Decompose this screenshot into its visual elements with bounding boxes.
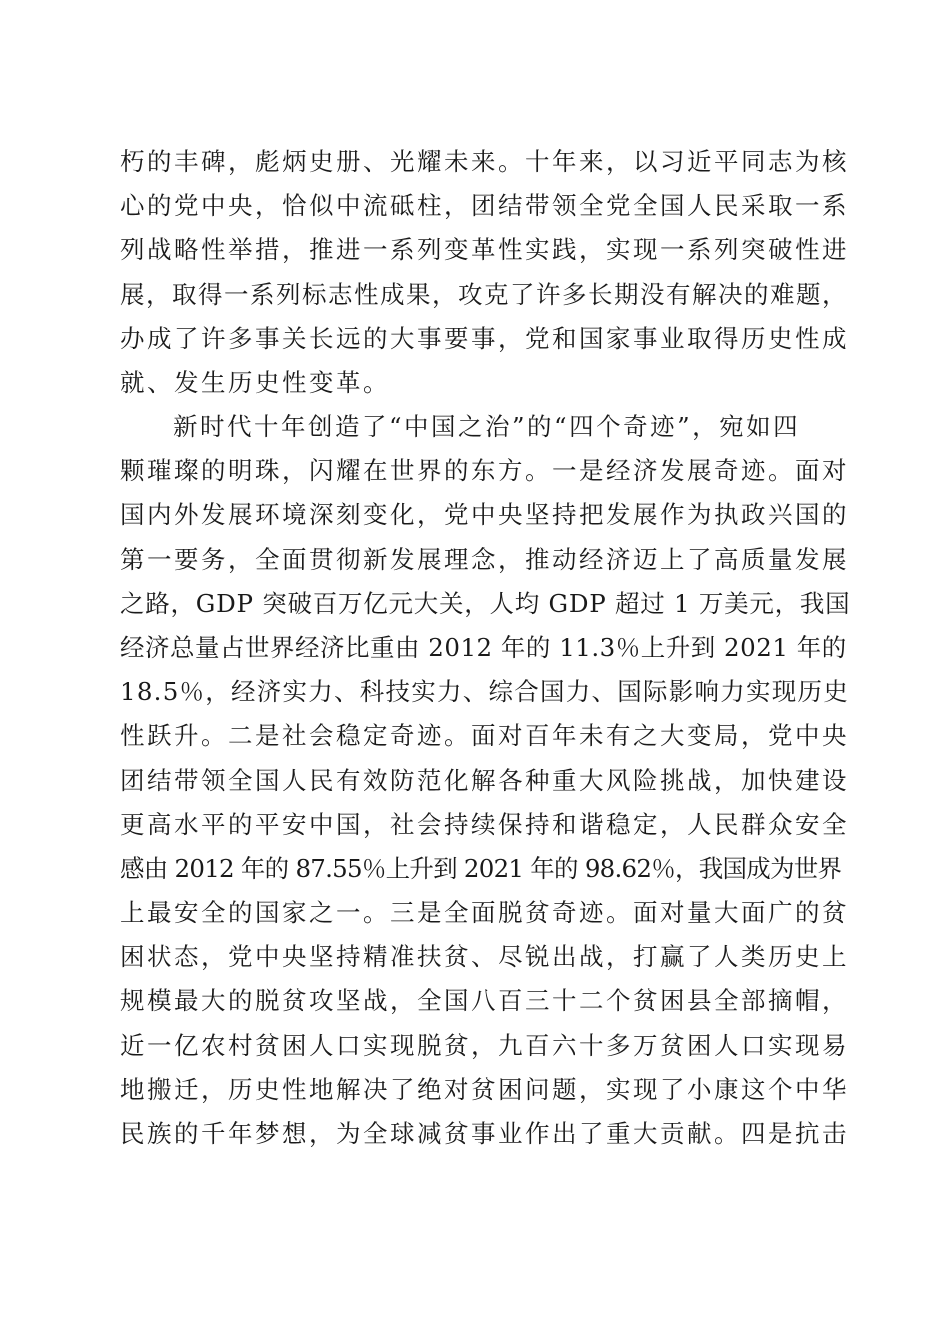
text-line: 之路，GDP 突破百万亿元大关，人均 GDP 超过 1 万美元，我国 — [120, 588, 851, 618]
text-line: 地搬迁，历史性地解决了绝对贫困问题，实现了小康这个中华 — [120, 1074, 849, 1104]
paragraph-1 — [120, 140, 850, 405]
text-line: 上最安全的国家之一。三是全面脱贫奇迹。面对量大面广的贫 — [120, 898, 849, 928]
text-line: 性跃升。二是社会稳定奇迹。面对百年未有之大变局，党中央 — [120, 721, 849, 751]
text-line: 经济总量占世界经济比重由 2012 年的 11.3％上升到 2021 年的 — [120, 632, 847, 662]
paragraph-2 — [120, 405, 850, 1156]
text-line: 18.5％，经济实力、科技实力、综合国力、国际影响力实现历史 — [120, 677, 850, 707]
text-line: 新时代十年创造了“中国之治”的“四个奇迹”，宛如四 — [173, 412, 801, 441]
text-line: 心的党中央，恰似中流砥柱，团结带领全党全国人民采取一系 — [120, 191, 849, 221]
text-line: 朽的丰碑，彪炳史册、光耀未来。十年来，以习近平同志为核 — [120, 147, 849, 176]
text-line: 困状态，党中央坚持精准扶贫、尽锐出战，打赢了人类历史上 — [120, 942, 849, 972]
text-line: 国内外发展环境深刻变化，党中央坚持把发展作为执政兴国的 — [120, 500, 849, 530]
text-line: 就、发生历史性变革。 — [120, 367, 390, 397]
text-line: 团结带领全国人民有效防范化解各种重大风险挑战，加快建设 — [120, 765, 849, 795]
text-line: 近一亿农村贫困人口实现脱贫，九百六十多万贫困人口实现易 — [120, 1030, 849, 1060]
text-line: 感由 2012 年的 87.55％上升到 2021 年的 98.62％，我国成为世界 — [120, 853, 842, 883]
text-line: 规模最大的脱贫攻坚战，全国八百三十二个贫困县全部摘帽， — [120, 986, 849, 1016]
text-line: 列战略性举措，推进一系列变革性实践，实现一系列突破性进 — [120, 235, 849, 265]
text-line: 更高水平的平安中国，社会持续保持和谐稳定，人民群众安全 — [120, 809, 849, 839]
text-line: 民族的千年梦想，为全球减贫事业作出了重大贡献。四是抗击 — [120, 1119, 849, 1148]
text-line: 办成了许多事关长远的大事要事，党和国家事业取得历史性成 — [120, 323, 849, 353]
text-line: 颗璀璨的明珠，闪耀在世界的东方。一是经济发展奇迹。面对 — [120, 456, 849, 486]
text-line: 展，取得一系列标志性成果，攻克了许多长期没有解决的难题， — [120, 279, 848, 309]
text-line: 第一要务，全面贯彻新发展理念，推动经济迈上了高质量发展 — [120, 544, 849, 574]
